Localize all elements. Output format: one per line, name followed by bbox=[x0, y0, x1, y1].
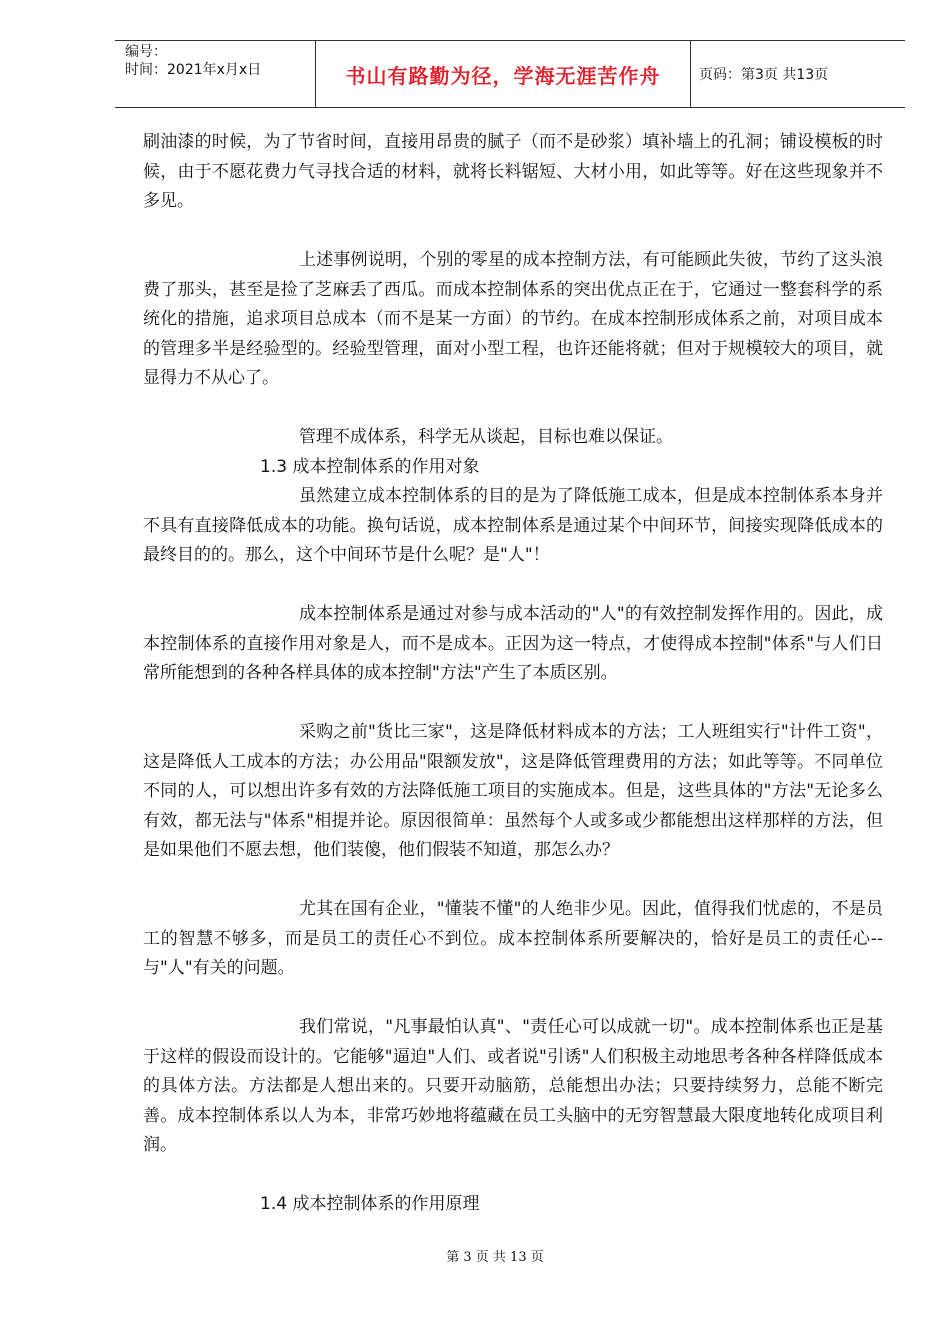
header-meta bbox=[115, 41, 316, 107]
page-header bbox=[115, 40, 905, 108]
paragraph: 管理不成体系，科学无从谈起，目标也难以保证。 bbox=[299, 427, 673, 447]
section-heading-1-4: 1.4 成本控制体系的作用原理 bbox=[260, 1194, 480, 1214]
paragraph: 虽然建立成本控制体系的目的是为了降低施工成本，但是成本控制体系本身并不具有直接降低成本的功能。换句话说，成本控制体系是通过某个中间环节，间接实现降低成本的最终目的的。那么，这个中间环节是什么呢？是"人"！ bbox=[143, 486, 883, 565]
document-number-label: 编号： bbox=[125, 44, 167, 60]
paragraph: 刷油漆的时候，为了节省时间，直接用昂贵的腻子（而不是砂浆）填补墙上的孔洞；铺设模板的时候，由于不愿花费力气寻找合适的材料，就将长料锯短、大材小用，如此等等。好在这些现象并不多见。 bbox=[143, 132, 883, 211]
document-body bbox=[143, 128, 883, 1220]
page-footer: 第 3 页 共 13 页 bbox=[446, 1250, 544, 1265]
header-page-info: 页码：第3页 共13页 bbox=[699, 67, 829, 83]
header-motto: 书山有路勤为径，学海无涯苦作舟 bbox=[345, 63, 661, 88]
document-time-label: 时间：2021年x月x日 bbox=[125, 62, 262, 78]
section-heading-1-3: 1.3 成本控制体系的作用对象 bbox=[260, 456, 480, 477]
paragraph: 成本控制体系是通过对参与成本活动的"人"的有效控制发挥作用的。因此，成本控制体系的直接作用对象是人，而不是成本。正因为这一特点，才使得成本控制"体系"与人们日常所能想到的各种各样具体的成本控制"方法"产生了本质区别。 bbox=[143, 604, 883, 683]
paragraph: 上述事例说明，个别的零星的成本控制方法，有可能顾此失彼，节约了这头浪费了那头，甚至是捡了芝麻丢了西瓜。而成本控制体系的突出优点正在于，它通过一整套科学的系统化的措施，追求项目总成本（而不是某一方面）的节约。在成本控制形成体系之前，对项目成本的管理多半是经验型的。经验型管理，面对小型工程，也许还能将就；但对于规模较大的项目，就显得力不从心了。 bbox=[143, 250, 883, 388]
paragraph: 采购之前"货比三家"，这是降低材料成本的方法；工人班组实行"计件工资"，这是降低人工成本的方法；办公用品"限额发放"，这是降低管理费用的方法；如此等等。不同单位不同的人，可以想出许多有效的方法降低施工项目的实施成本。但是，这些具体的"方法"无论多么有效，都无法与"体系"相提并论。原因很简单：虽然每个人或多或少都能想出这样那样的方法，但是如果他们不愿去想，他们装傻，他们假装不知道，那怎么办？ bbox=[143, 722, 883, 860]
paragraph: 尤其在国有企业，"懂装不懂"的人绝非少见。因此，值得我们忧虑的，不是员工的智慧不够多，而是员工的责任心不到位。成本控制体系所要解决的，恰好是员工的责任心--与"人"有关的问题。 bbox=[143, 899, 883, 978]
paragraph: 我们常说，"凡事最怕认真"、"责任心可以成就一切"。成本控制体系也正是基于这样的假设而设计的。它能够"逼迫"人们、或者说"引诱"人们积极主动地思考各种各样降低成本的具体方法。方法都是人想出来的。只要开动脑筋，总能想出办法；只要持续努力，总能不断完善。成本控制体系以人为本，非常巧妙地将蕴藏在员工头脑中的无穷智慧最大限度地转化成项目利润。 bbox=[143, 1017, 883, 1155]
header-motto-cell bbox=[316, 41, 691, 107]
